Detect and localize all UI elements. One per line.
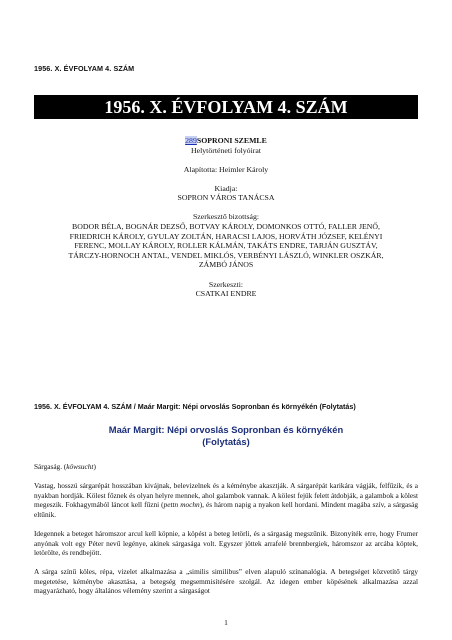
article-title [34,424,418,447]
board-line: FRIEDRICH KÁROLY, GYULAY ZOLTÁN, HARACSI LAJOS, HORVÁTH JÓZSEF, KELÉNYI [69,231,383,241]
article-body [34,462,418,606]
journal-heading [34,136,418,146]
masthead [34,136,418,299]
article-title-line2: (Folytatás) [202,435,250,447]
board-line: TÁRCZY-HORNOCH ANTAL, VENDEL MIKLÓS, VERBÉNYI LÁSZLÓ, WINKLER OSZKÁR, [68,250,384,260]
article-title-line1: Maár Margit: Népi orvoslás Sopronban és környékén [108,424,344,435]
breadcrumb: 1956. X. ÉVFOLYAM 4. SZÁM / Maár Margit: Népi orvoslás Sopronban és környékén (Folytatás) [34,402,356,411]
running-head: 1956. X. ÉVFOLYAM 4. SZÁM [34,64,135,73]
founded-by: Alapította: Heimler Károly [183,164,269,174]
paragraph: Sárgaság. (köwsucht) [34,462,96,471]
paragraph: Idegennek a beteget háromszor arcul kell köpnie, a köpést a beteg letörli, és a sárgaság megszűnik. Bizonyíték erre, hogy Frumer anyónak volt egy Péter nevű legénye, akinek sárgasága volt. Egyszer jöttek arrafelé brennbergiek, háromszor az arcába köptek, letörölte, és rendbejött. [34,528,418,558]
board-line: FERENC, MOLLAY KÁROLY, ROLLER KÁLMÁN, TAKÁTS ENDRE, TARJÁN GUSZTÁV, [74,241,378,251]
issue-title-bar: 1956. X. ÉVFOLYAM 4. SZÁM [34,95,418,119]
page-footer-number: 1 [224,618,228,627]
paragraph: A sárga színű köles, répa, vizelet alkalmazása a „similis similibus” elven alapuló színanalógia. A betegséget közvetítő tárgy megetetése, kéménybe akasztása, a betegség megsemmisítésére szolgál. Az idegen ember köpésének alkalmazása azzal magyarázható, hogy általános vélemény szerint a sárgaságot [34,567,418,596]
publisher-label: Kiadja: [214,183,238,193]
board-label: Szerkesztő bizottság: [192,212,260,222]
editor: CSATKAI ENDRE [195,289,257,299]
journal-name: SOPRONI SZEMLE [196,136,267,145]
paragraph: Vastag, hosszú sárgarépát hosszában kivájnak, belevizelnek és a kéménybe akasztják. A sárgarépát karikára vágják, felfűzik, és a nyakban hordják. Kölest főznek és olyan helyre mennek, ahol galambok vannak. A kölest fejük felett átdobják, a galambok a kölest megeszik. Fokhagymából láncot kell fűzni (pettn mochn), és három napig a nyakon kell hordani. Mindent magába szív, a sárgaság eltűnik. [34,481,418,519]
board-line: ZÁMBÓ JÁNOS [198,260,254,270]
editor-label: Szerkeszti: [208,279,244,289]
board-line: BODOR BÉLA, BOGNÁR DEZSŐ, BOTVAY KÁROLY, DOMONKOS OTTÓ, FALLER JENŐ, [72,222,380,232]
publisher: SOPRON VÁROS TANÁCSA [177,193,275,203]
page-number-link[interactable]: 289 [185,136,197,145]
journal-subtitle: Helytörténeti folyóirat [191,145,261,155]
